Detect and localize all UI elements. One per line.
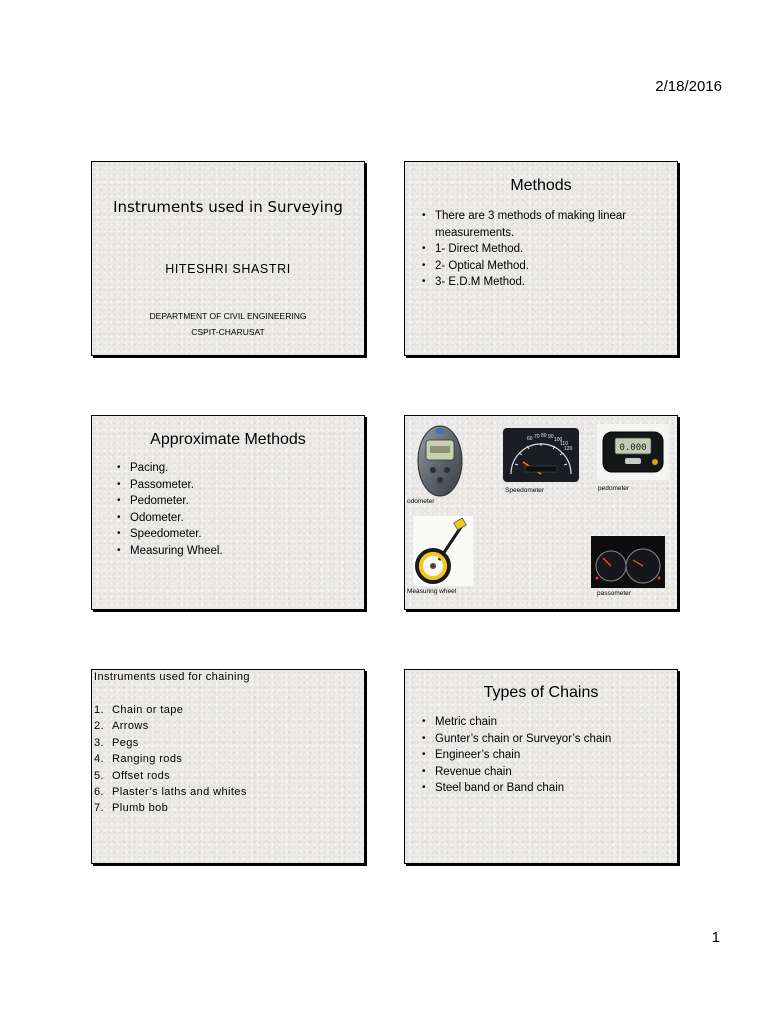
list-item: • Odometer.: [117, 510, 223, 527]
list-text: Plumb bob: [112, 802, 169, 815]
list-text: Pegs: [112, 736, 139, 749]
slide-methods: [404, 161, 678, 356]
bullet-list: [422, 208, 662, 291]
speedometer-image: [503, 428, 579, 482]
list-text: Chain or tape: [112, 704, 184, 716]
list-item: [94, 768, 247, 784]
passometer-caption: passometer: [597, 590, 631, 597]
pedometer-display: 0.000: [619, 443, 647, 453]
speedometer-tick-label: 110: [560, 441, 568, 447]
numbered-list: [94, 702, 247, 817]
list-item: [94, 718, 247, 734]
odometer-image: [415, 422, 465, 498]
speedometer-tick-label: 100: [554, 437, 563, 443]
list-item: • Revenue chain: [422, 764, 611, 781]
pedometer-image: [597, 424, 669, 480]
pedometer-caption: pedometer: [598, 485, 630, 492]
list-number: 1.: [94, 704, 104, 716]
speedometer-tick-label: 120: [564, 446, 573, 452]
passometer-image: [591, 536, 665, 588]
slide-heading: Methods: [510, 177, 572, 194]
bullet-list: [117, 460, 223, 559]
list-text: Arrows: [112, 720, 149, 733]
author-name: HITESHRI SHASTRI: [165, 262, 291, 276]
slide-heading: Instruments used for chaining: [94, 671, 250, 683]
slide-chaining-instruments: [91, 669, 365, 864]
list-number: 2.: [94, 720, 104, 733]
list-item: [94, 784, 247, 800]
list-item: • Measuring Wheel.: [117, 543, 223, 560]
list-text: Ranging rods: [112, 753, 183, 766]
page-date: 2/18/2016: [655, 78, 722, 95]
slide-types-of-chains: [404, 669, 678, 864]
measuring-wheel-caption: Measuring wheel: [407, 588, 457, 595]
slide-title: [91, 161, 365, 356]
list-item: • Pedometer.: [117, 493, 223, 510]
list-item: • Passometer.: [117, 477, 223, 494]
institute-name: CSPIT-CHARUSAT: [191, 327, 265, 337]
list-number: 3.: [94, 736, 104, 749]
list-item: • There are 3 methods of making linear measurements.: [422, 208, 662, 241]
measuring-wheel-image: [413, 516, 473, 586]
list-number: 5.: [94, 769, 104, 782]
page-number: 1: [711, 929, 720, 946]
list-item: [94, 735, 247, 751]
list-number: 4.: [94, 753, 104, 766]
list-item: • 3- E.D.M Method.: [422, 274, 662, 291]
slide-heading: Types of Chains: [483, 684, 599, 701]
list-item: [94, 800, 247, 816]
list-item: • 2- Optical Method.: [422, 258, 662, 275]
list-text: Offset rods: [112, 769, 170, 782]
list-item: • Steel band or Band chain: [422, 780, 611, 797]
slide-heading: Approximate Methods: [150, 431, 306, 448]
list-item: [94, 751, 247, 767]
department-name: DEPARTMENT OF CIVIL ENGINEERING: [149, 311, 307, 321]
slide-instrument-images: [404, 415, 678, 610]
odometer-caption: odometer: [407, 498, 435, 505]
list-item: • Engineer’s chain: [422, 747, 611, 764]
list-text: Plaster’s laths and whites: [112, 786, 247, 799]
speedometer-tick-label: 60: [527, 436, 533, 442]
list-item: • Metric chain: [422, 714, 611, 731]
list-number: 6.: [94, 786, 104, 799]
list-item: • Speedometer.: [117, 526, 223, 543]
speedometer-tick-label: 90: [548, 434, 554, 440]
speedometer-tick-label: 70: [534, 434, 540, 440]
list-item: [94, 702, 247, 718]
slide-title-heading: Instruments used in Surveying: [113, 198, 343, 216]
list-item: • Pacing.: [117, 460, 223, 477]
list-item: • Gunter’s chain or Surveyor’s chain: [422, 731, 611, 748]
list-number: 7.: [94, 802, 104, 815]
speedometer-tick-label: 80: [541, 433, 547, 439]
slide-approximate-methods: [91, 415, 365, 610]
speedometer-caption: Speedometer: [505, 487, 545, 494]
list-item: • 1- Direct Method.: [422, 241, 662, 258]
bullet-list: [422, 714, 611, 797]
